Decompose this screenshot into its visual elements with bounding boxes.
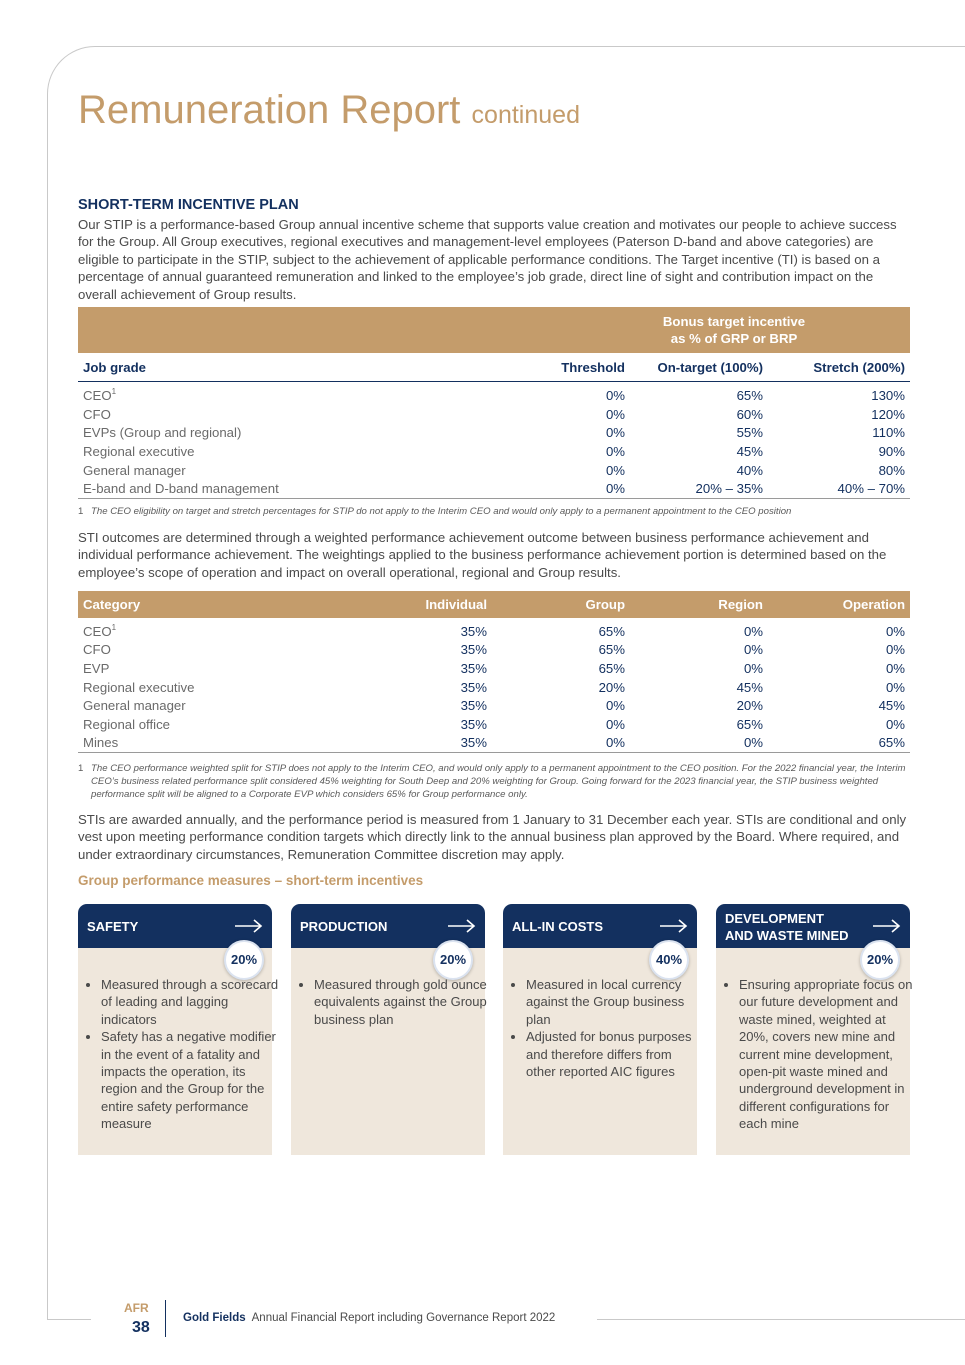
footnote-text: The CEO performance weighted split for STIP does not apply to the Interim CEO, and would only apply to a permanent appointment to the CEO position. For the 2022 financial year, the Interim CEO’s business related performance split considered 45% weighting for South Deep and 20% weighting for Group. Going forward for the 2023 financial year, the STIP business weighted performance split will be aligned to a Corporate EVP which considers 65% for Group performance only. [91,763,906,800]
stretch-value: 130% [871,388,905,404]
footnote-ref: 1 [111,387,117,397]
card-bullets [301,976,492,1028]
operation-value: 0% [885,642,905,658]
individual-value: 35% [460,698,487,714]
row-label: General manager [83,698,186,714]
weight-badge: 20% [433,940,473,980]
table-row [78,622,910,641]
card-title [725,910,849,944]
card-title-line1: DEVELOPMENT [725,911,824,926]
region-value: 0% [743,642,763,658]
region-value: 45% [736,679,763,695]
arrow-right-icon [447,918,477,934]
group-value: 20% [598,679,625,695]
col-group: Group [585,597,625,612]
col-job-grade: Job grade [78,353,518,382]
region-value: 65% [736,716,763,732]
threshold-value: 0% [605,425,625,441]
row-label: Regional office [83,716,170,732]
row-label: CFO [83,406,111,422]
list-item: • Measured through a scorecard of leading and lagging indicators [101,976,279,1028]
list-item: • Ensuring appropriate focus on our future development and waste mined, weighted at 20%, covers new mine and current mine development, open-pit waste mined and underground development in different configurations for each mine [739,976,917,1133]
card-bullets [726,976,917,1133]
table-row [78,461,910,480]
card-title: PRODUCTION [300,919,388,934]
individual-value: 35% [460,716,487,732]
card-bullets [513,976,704,1080]
col-category: Category [83,597,141,612]
table-row [78,424,910,443]
arrow-right-icon [234,918,264,934]
page-frame-left [47,130,48,1320]
threshold-value: 0% [518,479,630,498]
group-header-cell [518,307,806,353]
footnote-mark: 1 [78,763,84,774]
table-group-header [78,307,910,353]
operation-value: 0% [885,716,905,732]
region-value: 0% [630,734,768,753]
table-row [78,641,910,660]
page-frame-bottom-left [47,1319,91,1320]
row-label: E-band and D-band management [78,479,518,498]
group-value: 0% [492,734,630,753]
weight-badge: 20% [860,940,900,980]
group-value: 65% [598,660,625,676]
table-row [78,678,910,697]
table-row [78,659,910,678]
measure-card-development [716,904,913,1155]
stretch-value: 120% [871,406,905,422]
list-item: • Measured through gold ounce equivalents against the Group business plan [314,976,492,1028]
list-item: • Adjusted for bonus purposes and therefore differs from other reported AIC figures [526,1028,704,1080]
measure-card-safety [78,904,279,1155]
table-row [78,715,910,734]
group-header-line2: as % of GRP or BRP [670,331,798,346]
card-title: SAFETY [87,919,139,934]
operation-value: 0% [885,623,905,639]
row-label: General manager [83,462,186,478]
row-label: EVP [83,660,110,676]
stis-awarded-text: STIs are awarded annually, and the performance period is measured from 1 January to 31 December each year. STIs are conditional and only vest upon meeting performance condition targets which directly link to the annual business plan approved by the Board. Where required, and under extraordinary circumstances, Remuneration Committee discretion may apply. [78,812,907,862]
card-bullets [88,976,279,1133]
weight-badge: 40% [649,940,689,980]
list-item: • Measured in local currency against the Group business plan [526,976,704,1028]
group-value: 0% [605,698,625,714]
col-threshold: Threshold [518,353,630,382]
on-target-value: 55% [736,425,763,441]
footnote-ref: 1 [111,622,117,632]
region-value: 0% [743,660,763,676]
measure-card-production [291,904,485,1155]
row-label: Mines [78,734,348,753]
individual-value: 35% [460,660,487,676]
operation-value: 65% [768,734,910,753]
group-value: 65% [598,642,625,658]
col-stretch: Stretch (200%) [768,353,910,382]
col-region: Region [718,597,763,612]
card-title: ALL-IN COSTS [512,919,603,934]
on-target-value: 65% [736,388,763,404]
operation-value: 45% [878,698,905,714]
card-title-line2: AND WASTE MINED [725,928,849,943]
table-column-headers [78,591,910,618]
row-label: Regional executive [83,444,195,460]
weight-badge: 20% [224,940,264,980]
stip-heading: SHORT-TERM INCENTIVE PLAN [78,197,299,213]
weighting-table [78,591,910,753]
group-header-line1: Bonus target incentive [662,314,806,329]
table-row [78,734,910,753]
threshold-value: 0% [605,462,625,478]
footnote-text: The CEO eligibility on target and stretch percentages for STIP do not apply to the Interim CEO and would only apply to a permanent appointment to the CEO position [91,506,792,517]
page-number: 38 [132,1319,150,1336]
table-row [78,479,910,498]
footer-divider [165,1300,166,1337]
on-target-value: 60% [736,406,763,422]
footer-report: Annual Financial Report including Governance Report 2022 [251,1312,556,1324]
individual-value: 35% [460,642,487,658]
table1-footnote [78,505,910,518]
on-target-value: 45% [736,444,763,460]
table-row [78,405,910,424]
measure-card-all-in-costs [503,904,697,1155]
operation-value: 0% [885,660,905,676]
row-label: CFO [83,642,111,658]
col-operation: Operation [842,597,905,612]
individual-value: 35% [460,679,487,695]
region-value: 0% [743,623,763,639]
region-value: 20% [736,698,763,714]
arrow-right-icon [659,918,689,934]
threshold-value: 0% [605,406,625,422]
table-row [78,442,910,461]
title-suffix: continued [471,101,580,129]
page-frame-bottom-right [597,1319,965,1320]
bonus-target-table [78,307,910,499]
arrow-right-icon [872,918,902,934]
page-title [78,88,580,133]
stretch-value: 80% [878,462,905,478]
footnote-mark: 1 [78,506,84,517]
table-row [78,696,910,715]
footer-company: Gold Fields [183,1312,246,1324]
individual-value: 35% [460,623,487,639]
row-label: CEO [83,623,112,639]
list-item: • Safety has a negative modifier in the event of a fatality and impacts the operation, its region and the Group for the entire safety performance measure [101,1028,279,1132]
group-value: 65% [598,623,625,639]
sti-outcomes-text: STI outcomes are determined through a weighted performance achievement outcome between business performance achievement and individual performance achievement. The weightings applied to the business performance achievement portion is determined based on the employee’s scope of operation and impact on overall operational, regional and Group results. [78,530,887,580]
individual-value: 35% [348,734,492,753]
footer-text [183,1312,555,1324]
operation-value: 0% [885,679,905,695]
threshold-value: 0% [605,444,625,460]
stretch-value: 40% – 70% [768,479,910,498]
title-main: Remuneration Report [78,88,461,132]
stip-intro: Our STIP is a performance-based Group annual incentive scheme that supports value creation and motivates our people to achieve success for the Group. All Group executives, regional executives and management-level employees (Paterson D-band and above categories) are eligible to participate in the STIP, subject to the achievement of applicable performance conditions. The Target incentive (TI) is based on a percentage of annual guaranteed remuneration and linked to the employee’s job grade, direct line of sight and contribution impact on the overall achievement of Group results. [78,217,897,302]
on-target-value: 20% – 35% [630,479,768,498]
row-label: CEO [83,388,112,404]
stretch-value: 110% [872,425,905,441]
table-row [78,387,910,406]
on-target-value: 40% [736,462,763,478]
row-label: Regional executive [83,679,195,695]
col-individual: Individual [425,597,487,612]
footer-section-label: AFR [124,1301,149,1315]
stretch-value: 90% [878,444,905,460]
row-label: EVPs (Group and regional) [83,425,242,441]
measures-heading: Group performance measures – short-term incentives [78,873,424,888]
col-on-target: On-target (100%) [630,353,768,382]
group-value: 0% [605,716,625,732]
threshold-value: 0% [605,388,625,404]
table2-footnote [78,762,910,801]
table-column-headers [78,353,910,382]
